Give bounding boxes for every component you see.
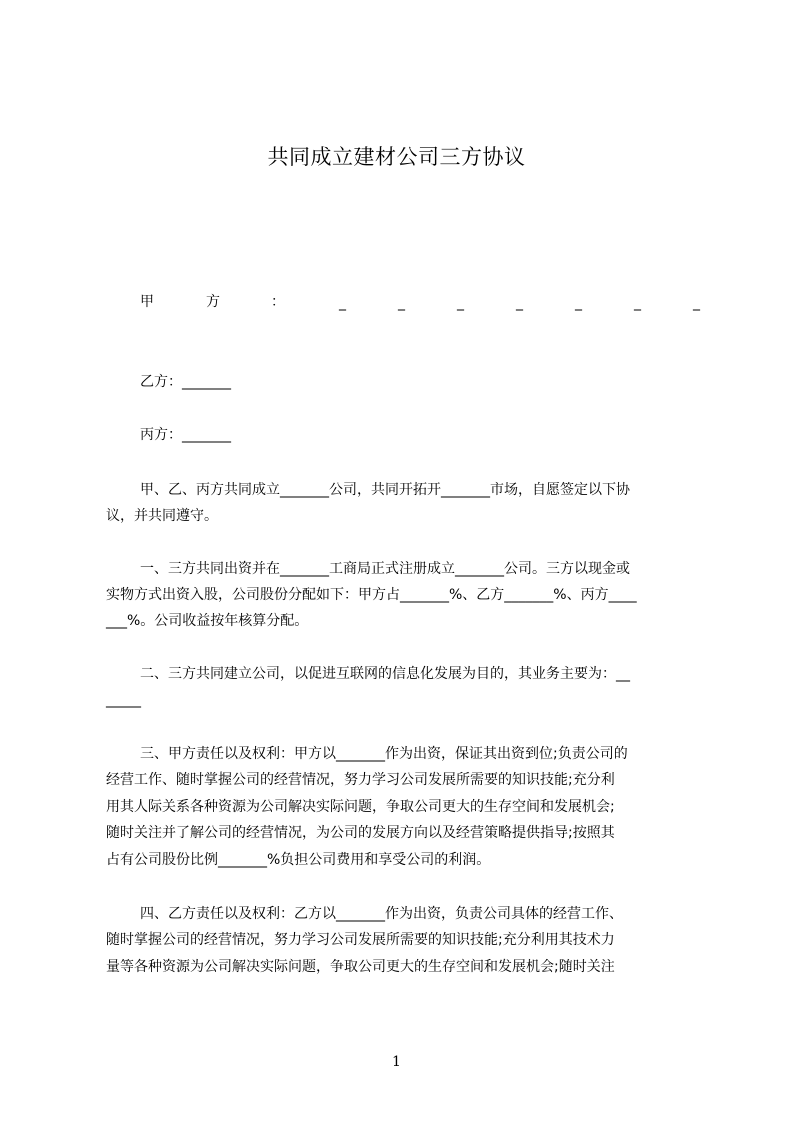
- paragraph-line: 实物方式出资入股，公司股份分配如下：甲方占_______%、乙方_______%、丙方____: [106, 587, 637, 603]
- paragraph-line: 经营工作、随时掌握公司的经营情况，努力学习公司发展所需要的知识技能;充分利: [106, 772, 615, 788]
- paragraph-line: 随时关注并了解公司的经营情况，为公司的发展方向以及经营策略提供指导;按照其: [106, 825, 615, 841]
- paragraph-line: _____: [106, 692, 141, 708]
- party-a-char: 方: [206, 294, 220, 310]
- paragraph-line: 随时掌握公司的经营情况，努力学习公司发展所需要的知识技能;充分利用其技术力: [106, 932, 615, 948]
- blank-mark: _: [457, 295, 464, 311]
- paragraph-line: 四、乙方责任以及权利：乙方以_______作为出资，负责公司具体的经营工作、: [140, 906, 623, 922]
- party-c-line: 丙方：_______: [140, 427, 231, 443]
- paragraph-line: 甲、乙、丙方共同成立_______公司，共同开拓开_______市场，自愿签定以下协: [140, 482, 630, 498]
- blank-mark: _: [398, 295, 405, 311]
- paragraph-line: 一、三方共同出资并在_______工商局正式注册成立_______公司。三方以现金或: [140, 561, 630, 577]
- paragraph-line: 二、三方共同建立公司，以促进互联网的信息化发展为目的，其业务主要为：__: [140, 666, 630, 682]
- paragraph-line: 议，并共同遵守。: [106, 508, 218, 524]
- party-a-line: [140, 291, 700, 315]
- paragraph-line: 量等各种资源为公司解决实际问题，争取公司更大的生存空间和发展机会;随时关注: [106, 959, 615, 975]
- paragraph-line: 三、甲方责任以及权利：甲方以_______作为出资，保证其出资到位;负责公司的: [140, 746, 628, 762]
- blank-mark: _: [634, 295, 641, 311]
- paragraph-line: 占有公司股份比例_______%负担公司费用和享受公司的利润。: [106, 852, 491, 868]
- blank-mark: _: [339, 295, 346, 311]
- blank-mark: _: [516, 295, 523, 311]
- blank-mark: _: [693, 295, 700, 311]
- party-a-char: 甲: [140, 294, 154, 310]
- party-a-char: ：: [271, 294, 285, 310]
- paragraph-line: 用其人际关系各种资源为公司解决实际问题，争取公司更大的生存空间和发展机会;: [106, 799, 615, 815]
- document-title: 共同成立建材公司三方协议: [267, 145, 526, 169]
- blank-mark: _: [575, 295, 582, 311]
- party-b-line: 乙方：_______: [140, 374, 231, 390]
- page-number: 1: [392, 1054, 401, 1070]
- paragraph-line: ___%。公司收益按年核算分配。: [106, 613, 309, 629]
